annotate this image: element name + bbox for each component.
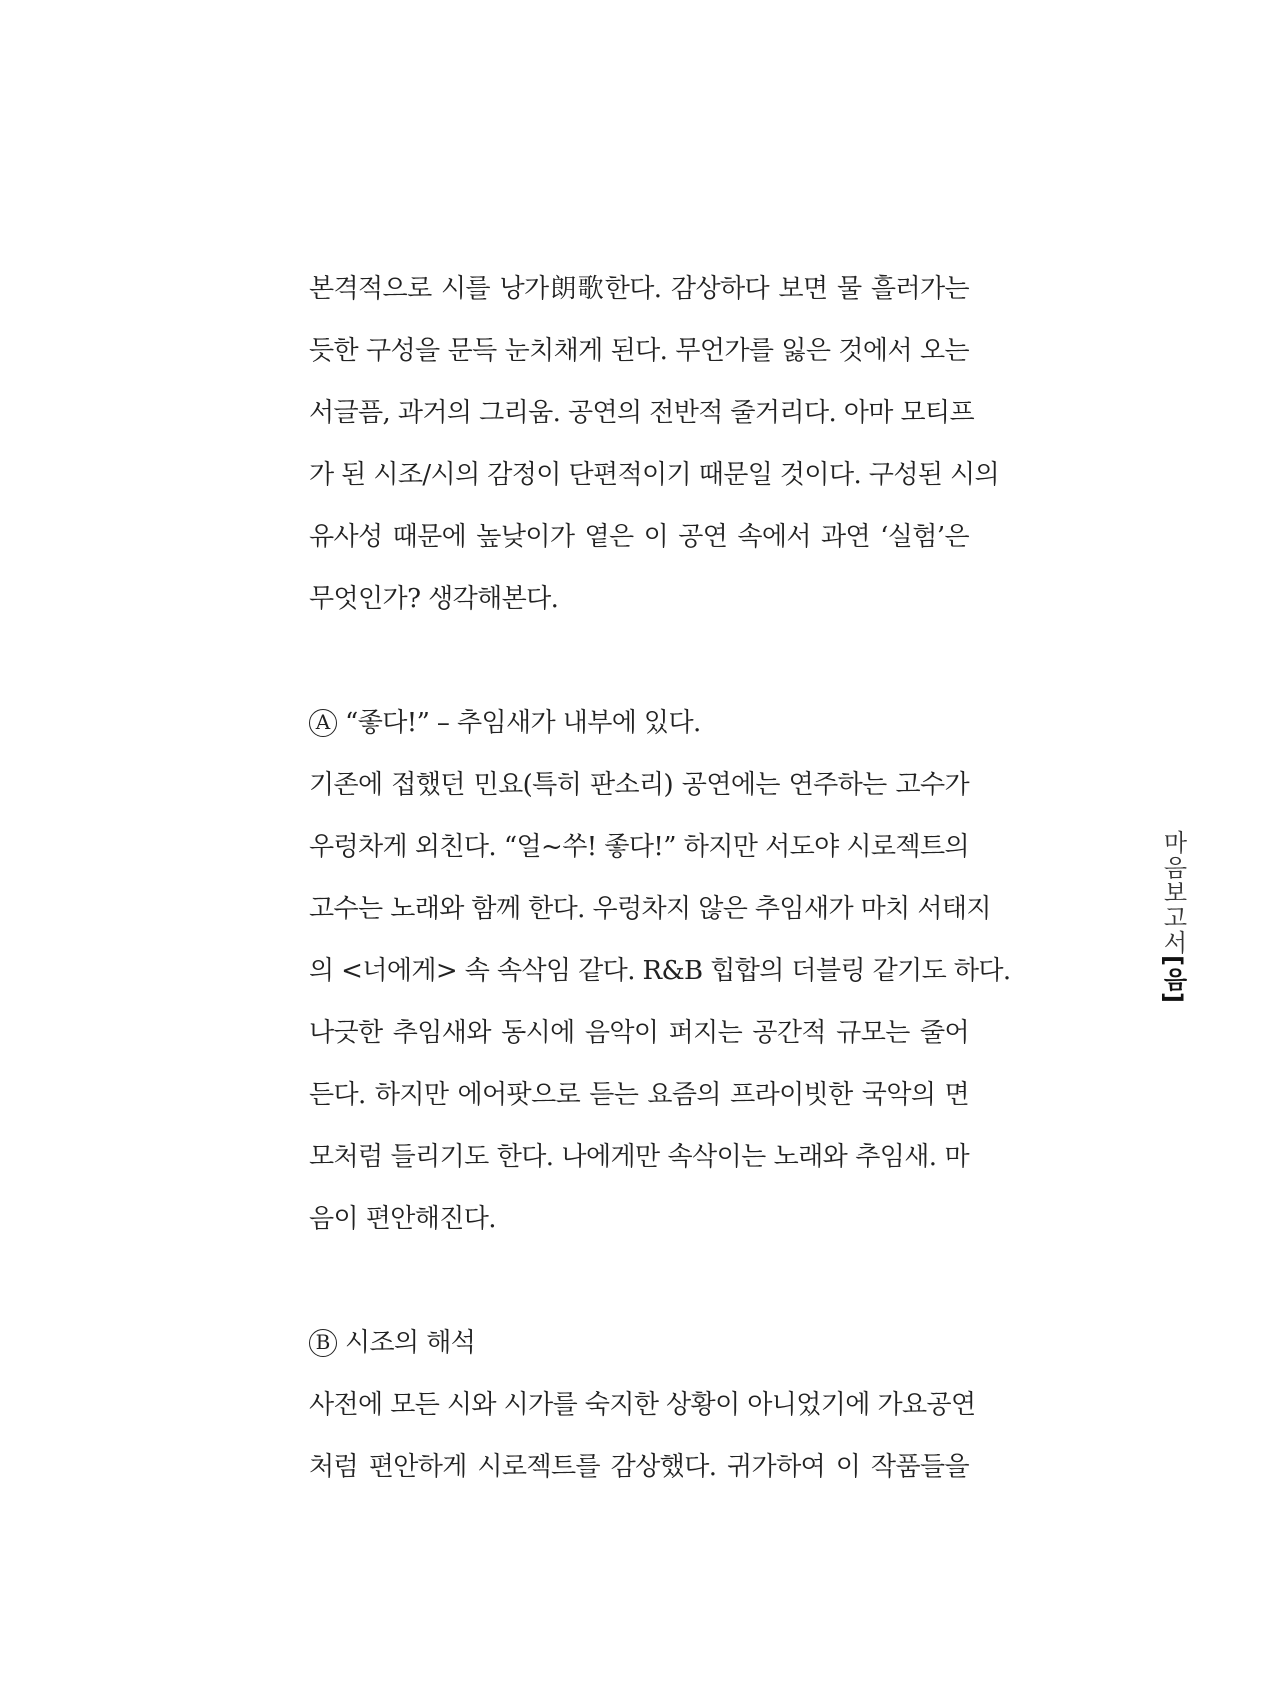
text-line: 무엇인가? 생각해본다. <box>309 584 559 614</box>
text-line: 듯한 구성을 문득 눈치채게 된다. 무언가를 잃은 것에서 오는 <box>309 336 969 366</box>
intro-paragraph <box>309 258 1000 630</box>
text-line: 의 <너에게> 속 속삭임 같다. R&B 힙합의 더블링 같기도 하다. <box>309 956 1011 986</box>
text-line: 나긋한 추임새와 동시에 음악이 퍼지는 공간적 규모는 줄어 <box>309 1018 969 1048</box>
section-b-title: 시조의 해석 <box>345 1328 476 1358</box>
text-line: 든다. 하지만 에어팟으로 듣는 요즘의 프라이빗한 국악의 면 <box>309 1080 969 1110</box>
running-header-bracket-close: ] <box>1159 991 1187 1004</box>
text-line: 모처럼 들리기도 한다. 나에게만 속삭이는 노래와 추임새. 마 <box>309 1142 969 1172</box>
page-body <box>309 258 1011 1498</box>
section-b-heading <box>309 1312 969 1374</box>
text-line: 처럼 편안하게 시로젝트를 감상했다. 귀가하여 이 작품들을 <box>309 1452 969 1482</box>
paragraph-gap <box>309 1250 969 1312</box>
text-line: 서글픔, 과거의 그리움. 공연의 전반적 줄거리다. 아마 모티프 <box>309 398 975 428</box>
section-a-heading <box>309 692 969 754</box>
circled-letter-a-icon: A <box>309 709 337 737</box>
section-a-paragraph <box>309 754 1011 1250</box>
text-line: 본격적으로 시를 낭가朗歌한다. 감상하다 보면 물 흘러가는 <box>309 274 969 304</box>
section-b-paragraph <box>309 1374 976 1498</box>
text-line: 가 된 시조/시의 감정이 단편적이기 때문일 것이다. 구성된 시의 <box>309 460 1000 490</box>
running-header-section: 음 <box>1159 966 1187 992</box>
text-line: 우렁차게 외친다. “얼~쑤! 좋다!” 하지만 서도야 시로젝트의 <box>309 832 969 862</box>
text-line: 사전에 모든 시와 시가를 숙지한 상황이 아니었기에 가요공연 <box>309 1390 976 1420</box>
circled-letter-b-icon: B <box>309 1329 337 1357</box>
text-line: 기존에 접했던 민요(특히 판소리) 공연에는 연주하는 고수가 <box>309 770 969 800</box>
text-line: 유사성 때문에 높낮이가 옅은 이 공연 속에서 과연 ‘실험’은 <box>309 522 969 552</box>
text-line: 음이 편안해진다. <box>309 1204 496 1234</box>
paragraph-gap <box>309 630 969 692</box>
text-line: 고수는 노래와 함께 한다. 우렁차지 않은 추임새가 마치 서태지 <box>309 894 991 924</box>
running-header <box>1159 830 1191 1004</box>
running-header-title: 마음보고서 <box>1159 830 1187 955</box>
running-header-bracket-open: [ <box>1159 955 1187 967</box>
section-a-title: “좋다!” – 추임새가 내부에 있다. <box>345 708 701 738</box>
